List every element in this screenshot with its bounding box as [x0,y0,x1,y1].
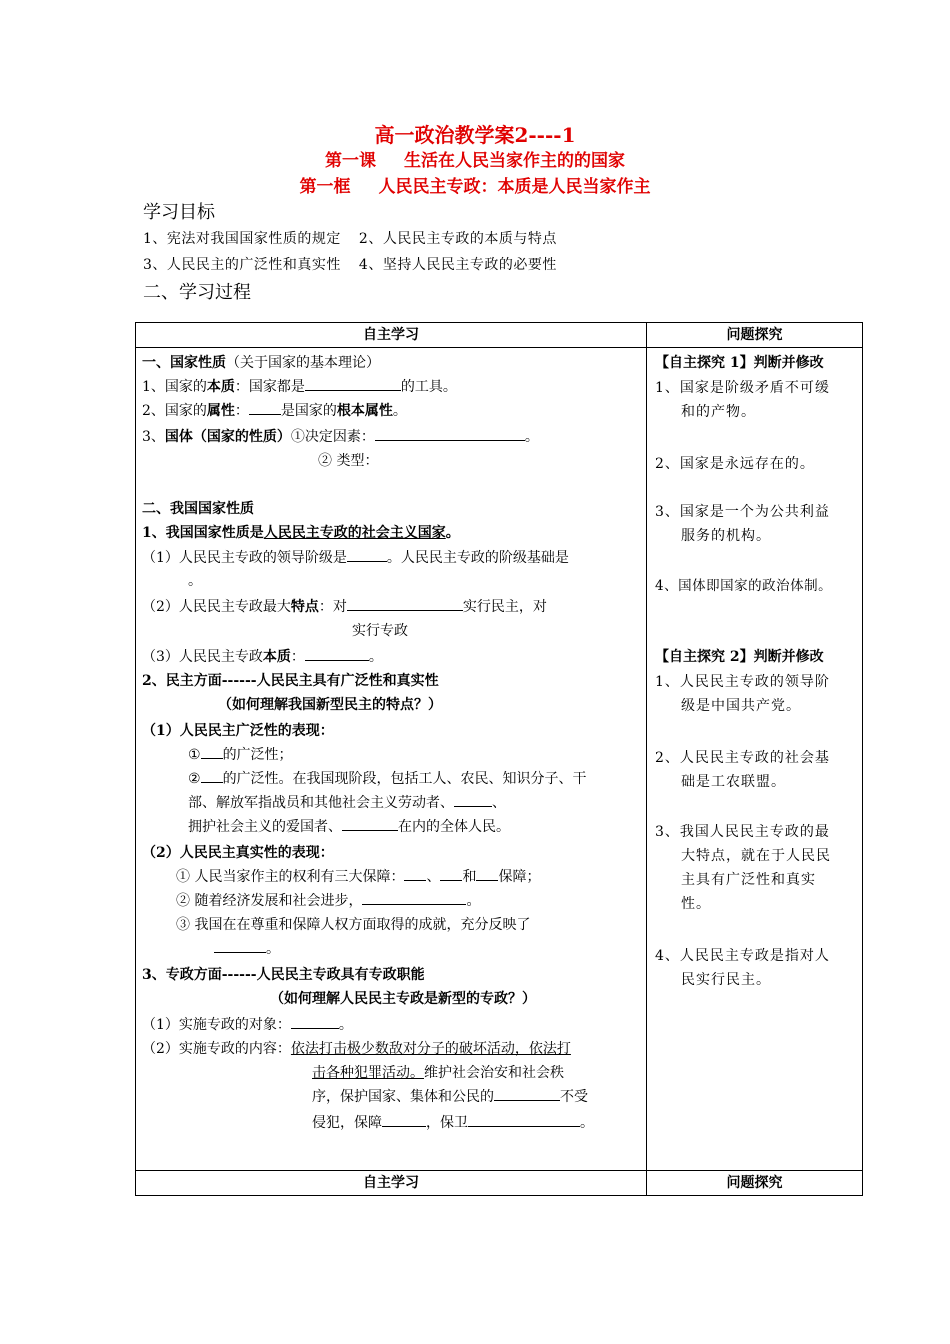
learning-goals [143,200,557,306]
col-footer-left: 自主学习 [136,1171,647,1196]
inquiry-1-title: 【自主探究 1】判断并修改 [655,355,824,371]
page-title: 高一政治教学案2----1 [374,123,576,147]
inquiry-2-item-1: 1、人民民主专政的领导阶 级是中国共产党。 [655,674,830,714]
self-study-cell: 一、国家性质（关于国家的基本理论） 1、国家的本质：国家都是 的工具。 2、国家的属性： 是国家的根本属性。 3、国体（国家的性质）①决定因素： 。 ② 类型： 二、我国国家性质 1、我国国家性质是人民民主专政的社会主义国家。 （1）人民民主专政的领导阶级是 。人民民主专政的阶级基础是 。 （2）人民民主专政最大特点：对 实行民主，对 实行专政 （3）人民民主专政本质： 。 2、民主方面------人民民主具有广泛性和真实性 （如何理解我国新型民主的特点？） （1）人民民主广泛性的表现： ① 的广泛性； ② 的广泛性。在我国现阶段，包括工人、农民、知识分子、干 部、解放军指战员和其他社会主义劳动者、 、 拥护社会主义的爱国者、 在内的全体人民。 （2）人民民主真实性的表现： ① 人民当家作主的权利有三大保障： 、 和 保障； ② 随着经济发展和社会进步， 。 ③ 我国在在尊重和保障人权方面取得的成就，充分反映了 。 3、专政方面------人民民主专政具有专政职能 （如何理解人民民主专政是新型的专政？） （1）实施专政的对象： 。 （2）实施专政的内容：依法打击极少数敌对分子的破坏活动，依法打 击各种犯罪活动。维护社会治安和社会秩 序，保护国家、集体和公民的 不受 侵犯，保障 ，保卫 。 [136,348,647,1171]
goals-heading: 学习目标 [143,202,215,223]
inquiry-1-item-3: 3、国家是一个为公共利益 服务的机构。 [655,504,830,544]
process-heading: 二、学习过程 [143,282,251,303]
goals-line-2: 3、人民民主的广泛性和真实性 4、坚持人民民主专政的必要性 [143,257,557,273]
frame-title: 第一框 人民民主专政：本质是人民当家作主 [299,177,651,197]
inquiry-2-item-2: 2、人民民主专政的社会基 础是工农联盟。 [655,750,830,790]
inquiry-2-item-3: 3、我国人民民主专政的最 大特点，就在于人民民 主具有广泛性和真实 性。 [655,824,831,912]
inquiry-2-item-4: 4、人民民主专政是指对人 民实行民主。 [655,948,830,988]
inquiry-2-title: 【自主探究 2】判断并修改 [655,649,824,665]
inquiry-cell [647,348,863,1171]
inquiry-1-item-2: 2、国家是永远存在的。 [655,456,815,472]
title-block [0,122,950,200]
col-header-left: 自主学习 [136,323,647,348]
col-header-right: 问题探究 [647,323,863,348]
study-table [135,322,863,1196]
goals-line-1: 1、宪法对我国国家性质的规定 2、人民民主专政的本质与特点 [143,231,557,247]
inquiry-1-item-1: 1、国家是阶级矛盾不可缓 和的产物。 [655,380,830,420]
inquiry-1-item-4: 4、国体即国家的政治体制。 [655,578,833,594]
col-footer-right: 问题探究 [647,1171,863,1196]
lesson-title: 第一课 生活在人民当家作主的的国家 [325,151,625,171]
